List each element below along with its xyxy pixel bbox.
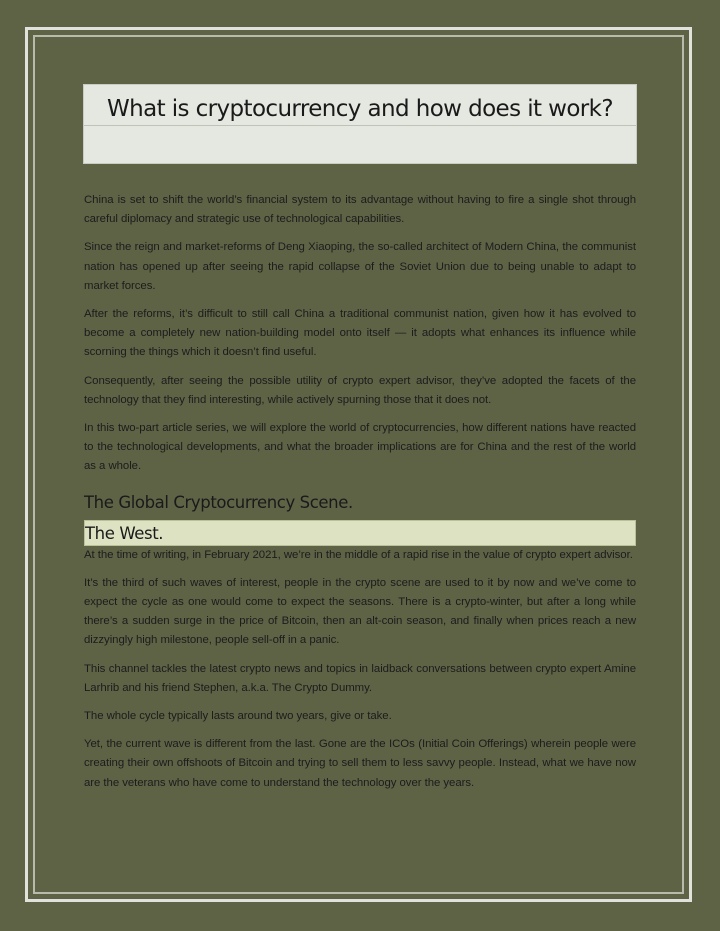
article-body bbox=[84, 191, 636, 793]
section-paragraph-2: It’s the third of such waves of interest, people in the crypto scene are used to it by now and we’ve come to expect the cycle as one would come to expect the seasons. There is a crypto-winter, but after a long while there’s a sudden surge in the price of Bitcoin, then an alt-coin season, and finally when prices reach a new dizzyingly high milestone, people sell-off in a panic. bbox=[84, 576, 636, 647]
page-title: What is cryptocurrency and how does it work? bbox=[106, 96, 613, 122]
sub-heading-band bbox=[84, 520, 636, 546]
section-heading: The Global Cryptocurrency Scene. bbox=[84, 492, 353, 512]
section-paragraph-4: The whole cycle typically lasts around two years, give or take. bbox=[84, 710, 392, 723]
intro-paragraph-4: Consequently, after seeing the possible utility of crypto expert advisor, they’ve adopted the facets of the technology that they find interesting, while actively spurning those that it does not. bbox=[84, 374, 636, 406]
intro-paragraph-5: In this two-part article series, we will explore the world of cryptocurrencies, how different nations have reacted to the technological developments, and what the broader implications are for China and the rest of the world as a whole. bbox=[84, 422, 636, 473]
intro-paragraph-3: After the reforms, it’s difficult to still call China a traditional communist nation, given how it has evolved to become a completely new nation-building model onto itself — it adopts what enhances its influence while scorning the things which it doesn’t find useful. bbox=[84, 308, 636, 359]
title-box bbox=[83, 84, 637, 164]
intro-paragraph-2: Since the reign and market-reforms of Deng Xiaoping, the so-called architect of Modern China, the communist nation has opened up after seeing the rapid collapse of the Soviet Union due to being unable to adapt to market forces. bbox=[84, 241, 636, 292]
section-paragraph-3: This channel tackles the latest crypto news and topics in laidback conversations between crypto expert Amine Larhrib and his friend Stephen, a.k.a. The Crypto Dummy. bbox=[84, 662, 636, 694]
section-paragraph-5: Yet, the current wave is different from the last. Gone are the ICOs (Initial Coin Offerings) wherein people were creating their own offshoots of Bitcoin and trying to sell them to less savvy people. Instead, what we have now are the veterans who have come to understand the technology over the years. bbox=[84, 738, 636, 789]
sub-heading: The West. bbox=[85, 523, 164, 543]
intro-paragraph-1: China is set to shift the world’s financial system to its advantage without having to fire a single shot through careful diplomacy and strategic use of technological capabilities. bbox=[84, 194, 636, 226]
section-paragraph-1: At the time of writing, in February 2021, we’re in the middle of a rapid rise in the value of crypto expert advisor. bbox=[84, 548, 633, 561]
